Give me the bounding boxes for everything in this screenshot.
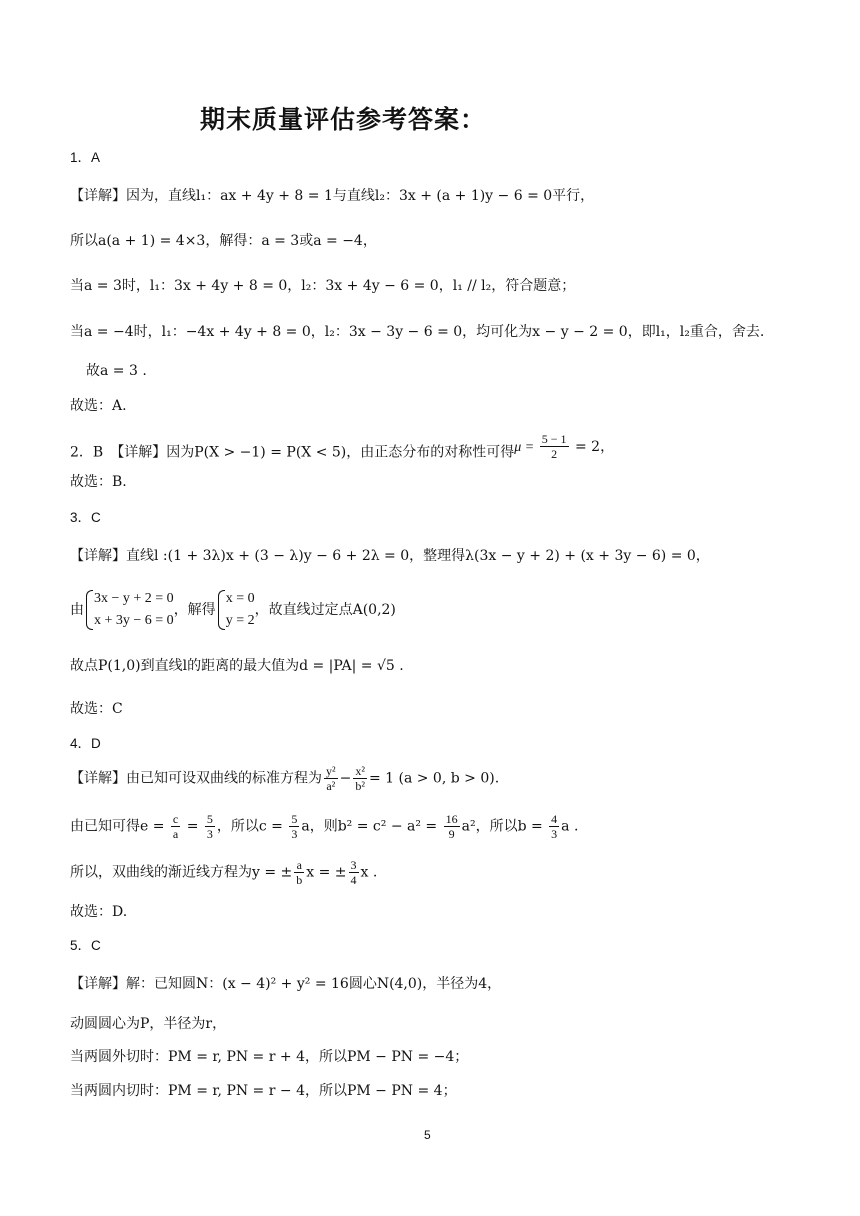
answer-3-heading: 3．C	[70, 510, 101, 525]
answer-4-heading: 4．D	[70, 736, 101, 751]
denominator: a	[172, 827, 179, 841]
fraction	[540, 432, 569, 461]
answer-5-text: 动圆圆心为P，半径为r，	[70, 1016, 227, 1032]
text: =	[182, 818, 203, 835]
fraction	[294, 858, 304, 887]
solution-system	[216, 588, 255, 632]
answer-1-detail: 【详解】因为，直线l₁：ax + 4y + 8 = 1与直线l₂：3x + (a + 1)y − 6 = 0平行，	[70, 188, 595, 204]
operator: −	[339, 770, 352, 787]
text: ，所以c =	[216, 818, 288, 835]
answer-1-heading: 1．A	[70, 150, 101, 165]
answer-4-text: = 1 (a > 0, b > 0).	[368, 770, 500, 787]
answer-4-text: 【详解】由已知可设双曲线的标准方程为	[70, 770, 322, 787]
numerator: c	[172, 812, 179, 826]
numerator: 5	[291, 812, 298, 826]
denominator: 2	[551, 447, 558, 461]
denominator: b	[296, 873, 303, 887]
fraction	[205, 812, 215, 841]
answer-5-heading: 5．C	[70, 938, 101, 953]
fraction	[289, 812, 299, 841]
text: x .	[360, 864, 378, 881]
answer-1-text: 所以a(a + 1) = 4×3，解得：a = 3或a = −4，	[70, 233, 377, 249]
answer-3-system	[70, 588, 396, 632]
numerator: x²	[355, 764, 365, 778]
page-number: 5	[424, 1128, 431, 1142]
equation-system	[84, 588, 174, 632]
denominator: 4	[350, 873, 357, 887]
text: a .	[561, 818, 579, 835]
answer-2-line	[70, 432, 615, 467]
numerator: 5	[206, 812, 213, 826]
equation: y = 2	[225, 613, 255, 628]
answer-2-text: 2．B 【详解】因为P(X > −1) = P(X < 5)，由正态分布的对称性可得	[70, 444, 515, 461]
page-title: 期末质量评估参考答案：	[200, 105, 487, 134]
answer-1-conclusion: 故a = 3 .	[86, 363, 147, 379]
denominator: a²	[326, 779, 336, 793]
equation: 3x − y + 2 = 0	[94, 591, 174, 606]
denominator: 9	[448, 827, 455, 841]
answer-1-text: 当a = 3时，l₁：3x + 4y + 8 = 0，l₂：3x + 4y − 6 = 0，l₁ // l₂，符合题意；	[70, 278, 576, 294]
numerator: 5 − 1	[541, 432, 567, 446]
answer-3-choice: 故选：C	[70, 701, 123, 717]
answer-5-text: 当两圆内切时：PM = r, PN = r − 4，所以PM − PN = 4；	[70, 1083, 457, 1099]
mu-label: μ =	[514, 439, 538, 455]
fraction	[549, 812, 559, 841]
equation: x = 0	[225, 591, 255, 606]
answer-2-choice: 故选：B.	[70, 474, 127, 490]
denominator: b²	[355, 779, 365, 793]
fraction	[171, 812, 180, 841]
fraction	[349, 858, 359, 887]
answer-3-detail: 【详解】直线l :(1 + 3λ)x + (3 − λ)y − 6 + 2λ = 0，整理得λ(3x − y + 2) + (x + 3y − 6) = 0，	[70, 548, 710, 564]
answer-4-choice: 故选：D.	[70, 904, 128, 920]
numerator: 3	[350, 858, 357, 872]
denominator: 3	[206, 827, 213, 841]
answer-3-text: ，解得	[173, 602, 216, 618]
text: 由已知可得e =	[70, 818, 169, 835]
answer-4-detail	[70, 764, 499, 793]
text: a，则b² = c² − a² =	[301, 818, 442, 835]
numerator: 16	[445, 812, 458, 826]
answer-4-text	[70, 812, 578, 841]
answer-3-text: 由	[70, 602, 84, 618]
numerator: 4	[551, 812, 558, 826]
text: 所以，双曲线的渐近线方程为y = ±	[70, 864, 293, 881]
denominator: 3	[551, 827, 558, 841]
denominator: 3	[291, 827, 298, 841]
fraction	[324, 764, 338, 793]
answer-1-text: 当a = −4时，l₁：−4x + 4y + 8 = 0，l₂：3x − 3y − 6 = 0，均可化为x − y − 2 = 0，即l₁，l₂重合，舍去.	[70, 324, 765, 340]
answer-5-text: 当两圆外切时：PM = r, PN = r + 4，所以PM − PN = −4；	[70, 1049, 469, 1065]
text: x = ±	[306, 864, 347, 881]
answer-3-text: 故点P(1,0)到直线l的距离的最大值为d = |PA| = √5 .	[70, 658, 404, 674]
equation: x + 3y − 6 = 0	[94, 613, 174, 628]
fraction	[353, 764, 367, 793]
answer-3-text: ，故直线过定点A(0,2)	[254, 602, 396, 618]
text: a²，所以b =	[461, 818, 548, 835]
fraction	[444, 812, 460, 841]
numerator: y²	[326, 764, 336, 778]
answer-1-choice: 故选：A.	[70, 398, 127, 414]
answer-4-text	[70, 858, 377, 887]
answer-2-result: = 2，	[570, 438, 615, 455]
numerator: a	[294, 858, 304, 873]
answer-5-detail: 【详解】解：已知圆N：(x − 4)² + y² = 16圆心N(4,0)，半径为4，	[70, 976, 502, 992]
